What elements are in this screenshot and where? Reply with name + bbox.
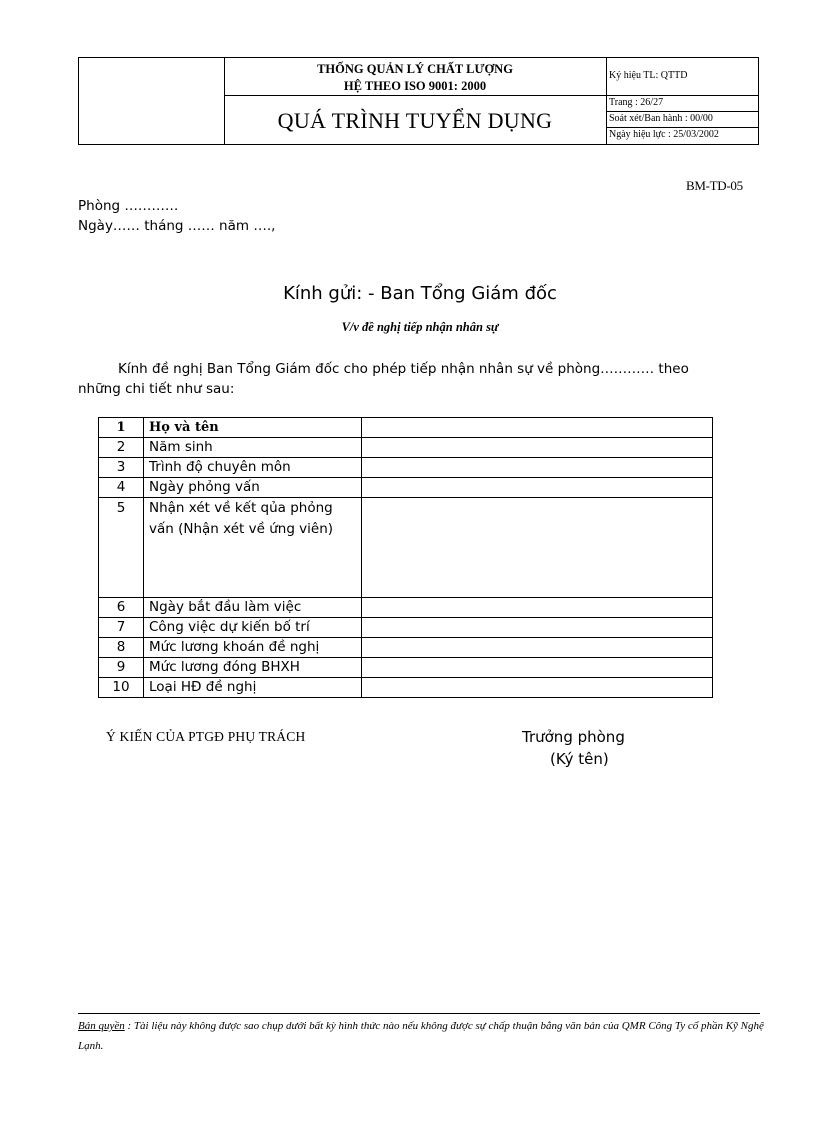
row-label: Trình độ chuyên môn: [144, 458, 362, 478]
copyright-notice: [78, 1016, 768, 1056]
revision-info: Soát xét/Ban hành : 00/00: [609, 113, 713, 124]
form-code: BM-TD-05: [686, 178, 743, 193]
header-divider: [606, 58, 607, 144]
row-number: 9: [99, 658, 144, 678]
row-label: Ngày phỏng vấn: [144, 478, 362, 498]
table-row: [99, 598, 713, 618]
row-label: Mức lương đóng BHXH: [144, 658, 362, 678]
quality-system-title: THỐNG QUẢN LÝ CHẤT LƯỢNG: [317, 62, 513, 76]
copyright-label: Bản quyền: [78, 1020, 125, 1032]
table-row: [99, 498, 713, 598]
table-row: [99, 678, 713, 698]
row-label: Loại HĐ đề nghị: [144, 678, 362, 698]
process-title: QUÁ TRÌNH TUYỂN DỤNG: [277, 108, 553, 133]
effective-date: Ngày hiệu lực : 25/03/2002: [609, 129, 719, 140]
row-number: 3: [99, 458, 144, 478]
row-label: Nhận xét về kết qủa phỏng vấn (Nhận xét về ứng viên): [144, 498, 362, 598]
table-row: [99, 418, 713, 438]
row-value: [362, 618, 713, 638]
request-paragraph: Kính đề nghị Ban Tổng Giám đốc cho phép tiếp nhận nhân sự về phòng………… theo: [118, 361, 689, 377]
table-row: [99, 638, 713, 658]
table-row: [99, 458, 713, 478]
table-row: [99, 658, 713, 678]
row-number: 5: [99, 498, 144, 598]
row-value: [362, 658, 713, 678]
row-number: 6: [99, 598, 144, 618]
iso-standard-title: HỆ THEO ISO 9001: 2000: [343, 79, 487, 93]
subject-line: V/v đề nghị tiếp nhận nhân sự: [341, 320, 499, 334]
row-label: Năm sinh: [144, 438, 362, 458]
row-number: 7: [99, 618, 144, 638]
date-line: Ngày…… tháng …… năm ….,: [78, 218, 276, 234]
row-value: [362, 458, 713, 478]
row-value: [362, 418, 713, 438]
row-number: 2: [99, 438, 144, 458]
row-value: [362, 438, 713, 458]
row-number: 1: [99, 418, 144, 438]
personnel-details-table: [98, 417, 713, 698]
table-row: [99, 618, 713, 638]
header-divider: [224, 95, 758, 96]
row-label: Họ và tên: [144, 418, 362, 438]
table-row: [99, 478, 713, 498]
page-number: Trang : 26/27: [609, 97, 664, 108]
row-value: [362, 638, 713, 658]
department-head-sign-label: (Ký tên): [550, 750, 609, 768]
copyright-text: : Tài liệu này không được sao chụp dưới bất kỳ hình thức nào nếu không được sự chấp thuận bằng văn bản của QMR Công Ty cổ phần Kỹ Nghệ Lạnh.: [78, 1020, 764, 1052]
row-number: 8: [99, 638, 144, 658]
row-label: Ngày bắt đầu làm việc: [144, 598, 362, 618]
row-value: [362, 498, 713, 598]
table-row: [99, 438, 713, 458]
row-value: [362, 678, 713, 698]
row-value: [362, 478, 713, 498]
deputy-director-opinion-label: Ý KIẾN CỦA PTGĐ PHỤ TRÁCH: [106, 729, 306, 744]
row-value: [362, 598, 713, 618]
department-line: Phòng …………: [78, 198, 179, 214]
request-paragraph-continued: những chi tiết như sau:: [78, 381, 235, 397]
document-header-table: [78, 57, 759, 145]
row-number: 4: [99, 478, 144, 498]
department-head-title: Trưởng phòng: [522, 728, 625, 746]
doc-code: Ký hiệu TL: QTTD: [609, 70, 688, 81]
row-label: Công việc dự kiến bố trí: [144, 618, 362, 638]
row-number: 10: [99, 678, 144, 698]
row-label: Mức lương khoán đề nghị: [144, 638, 362, 658]
salutation: Kính gửi: - Ban Tổng Giám đốc: [283, 283, 557, 304]
footer-divider: [78, 1013, 760, 1014]
